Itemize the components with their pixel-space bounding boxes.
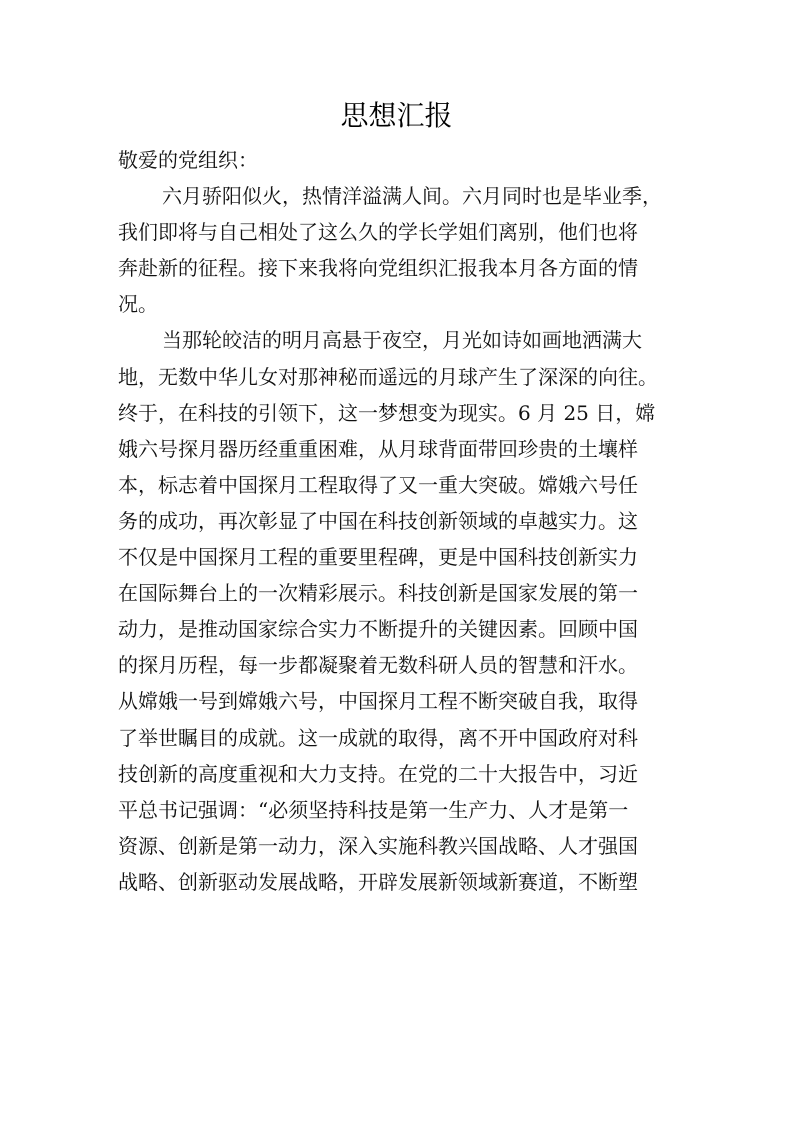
paragraph-line: 我们即将与自己相处了这么久的学长学姐们离别，他们也将 — [118, 220, 638, 245]
paragraph-line: 的探月历程，每一步都凝聚着无数科研人员的智慧和汗水。 — [118, 653, 638, 678]
paragraph-line: 终于，在科技的引领下，这一梦想变为现实。6 月 25 日，嫦 — [118, 400, 656, 425]
paragraph-line: 本，标志着中国探月工程取得了又一重大突破。嫦娥六号任 — [118, 472, 638, 497]
paragraph-line: 动力，是推动国家综合实力不断提升的关键因素。回顾中国 — [118, 617, 638, 642]
salutation: 敬爱的党组织： — [118, 148, 258, 172]
paragraph-line: 了举世瞩目的成就。这一成就的取得，离不开中国政府对科 — [118, 725, 638, 750]
paragraph-line: 六月骄阳似火，热情洋溢满人间。六月同时也是毕业季， — [162, 184, 662, 209]
paragraph-line: 地，无数中华儿女对那神秘而遥远的月球产生了深深的向往。 — [118, 364, 658, 389]
paragraph — [118, 178, 678, 322]
document-title: 思想汇报 — [340, 99, 453, 132]
paragraph-line: 当那轮皎洁的明月高悬于夜空，月光如诗如画地洒满大 — [162, 328, 642, 353]
paragraph-line: 技创新的高度重视和大力支持。在党的二十大报告中，习近 — [118, 761, 638, 786]
paragraph — [118, 322, 678, 900]
paragraph-line: 娥六号探月器历经重重困难，从月球背面带回珍贵的土壤样 — [118, 436, 638, 461]
paragraph-line: 况。 — [118, 292, 158, 317]
paragraph-line: 奔赴新的征程。接下来我将向党组织汇报我本月各方面的情 — [118, 256, 638, 281]
paragraph-line: 不仅是中国探月工程的重要里程碑，更是中国科技创新实力 — [118, 545, 638, 570]
document-body — [118, 142, 678, 900]
paragraph-line: 在国际舞台上的一次精彩展示。科技创新是国家发展的第一 — [118, 581, 638, 606]
paragraph-line: 务的成功，再次彰显了中国在科技创新领域的卓越实力。这 — [118, 508, 638, 533]
paragraph-line: 资源、创新是第一动力，深入实施科教兴国战略、人才强国 — [118, 833, 638, 858]
paragraph-line: 从嫦娥一号到嫦娥六号，中国探月工程不断突破自我，取得 — [118, 689, 638, 714]
paragraph-line: 平总书记强调：“必须坚持科技是第一生产力、人才是第一 — [118, 797, 629, 822]
paragraph-line: 战略、创新驱动发展战略，开辟发展新领域新赛道，不断塑 — [118, 869, 638, 894]
